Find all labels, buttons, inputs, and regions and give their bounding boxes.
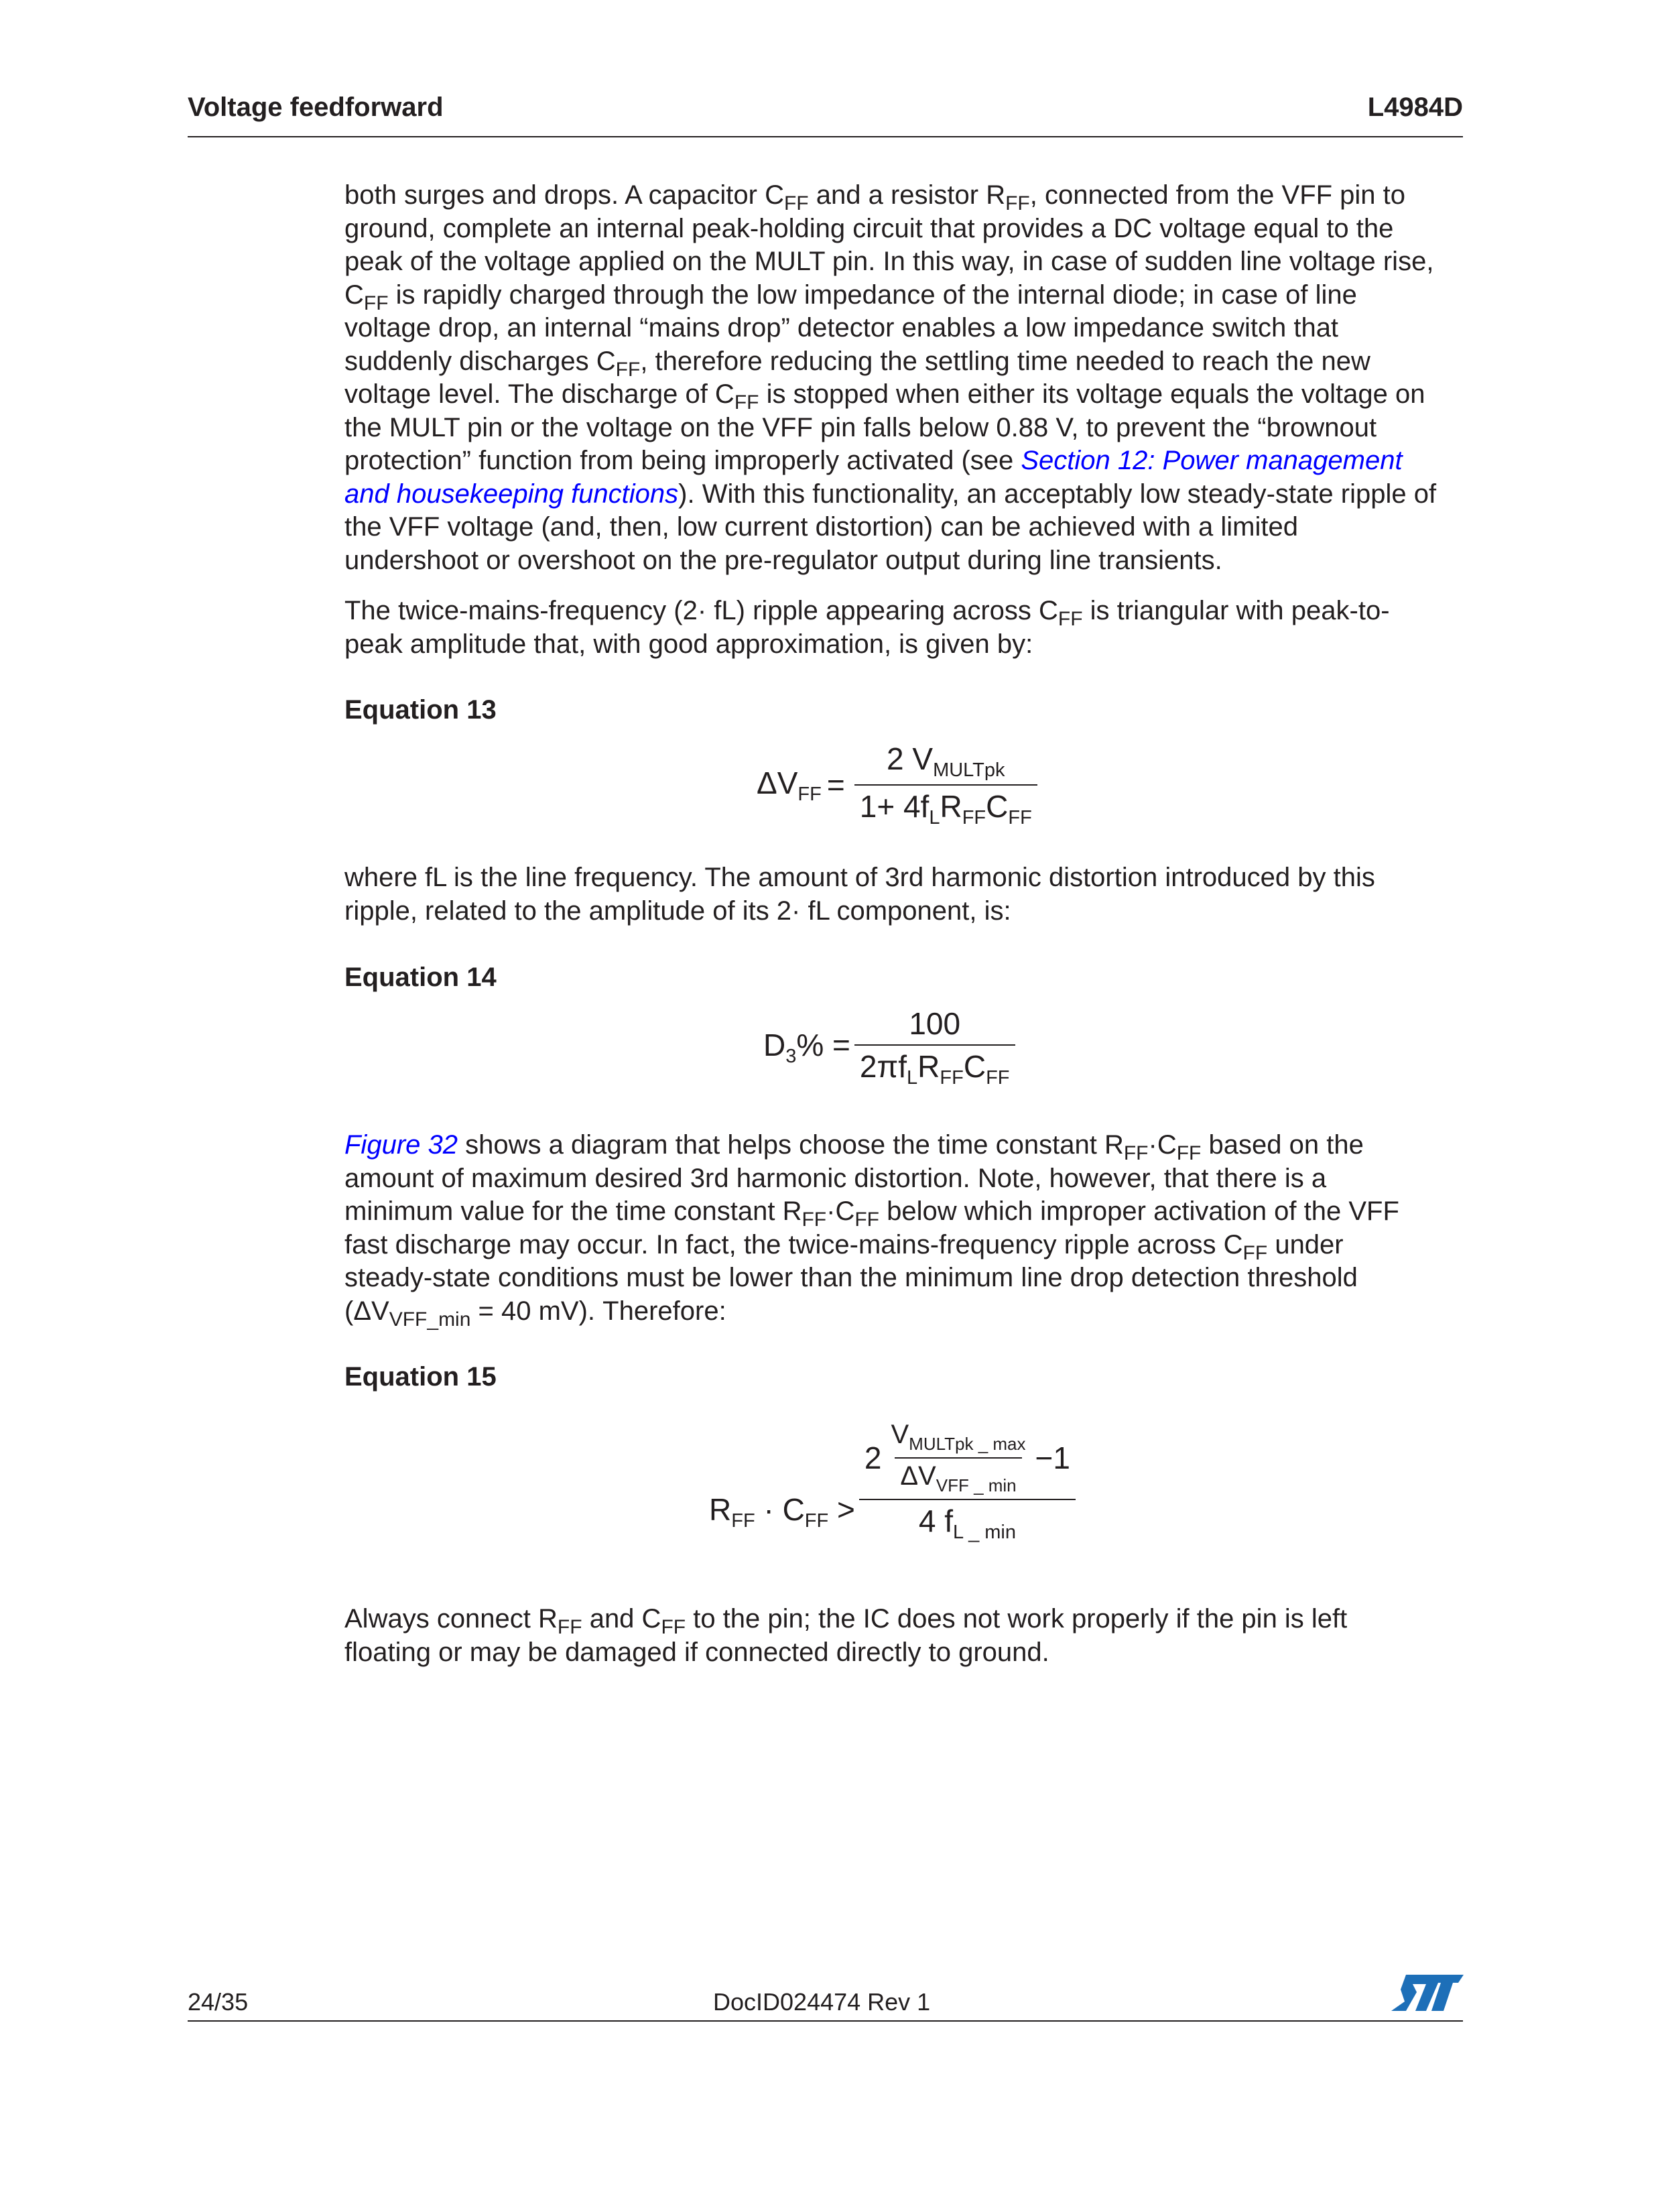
text: , connected from the VFF pin to: [1029, 180, 1406, 210]
text: ·C: [826, 1196, 855, 1226]
text: is stopped when either its voltage equals the voltage on: [759, 379, 1425, 409]
text: peak of the voltage applied on the MULT pin. In this way, in case of sudden line voltage rise,: [344, 247, 1434, 276]
subscript: FF: [1058, 608, 1083, 630]
text-line: [344, 312, 1484, 345]
text-line: [344, 412, 1484, 445]
text: is rapidly charged through the low impedance of the internal diode; in case of line: [388, 280, 1357, 310]
text: fast discharge may occur. In fact, the twice-mains-frequency ripple across C: [344, 1229, 1243, 1259]
text-line: [344, 1195, 1484, 1229]
part-number: L4984D: [1367, 93, 1463, 122]
text-line: [344, 1262, 1484, 1295]
text: peak amplitude that, with good approximation, is given by:: [344, 629, 1033, 659]
eq13-op: =: [826, 767, 845, 802]
text: ripple, related to the amplitude of its 2· fL component, is:: [344, 896, 1011, 926]
text: undershoot or overshoot on the pre-regulator output during line transients.: [344, 545, 1222, 575]
text: voltage level. The discharge of C: [344, 379, 734, 409]
subscript: FF: [1176, 1142, 1202, 1164]
text: The twice-mains-frequency (2· fL) ripple appearing across C: [344, 596, 1058, 625]
text-line: [344, 444, 1484, 478]
equation-13-heading: Equation 13: [344, 695, 497, 725]
text-line: [344, 1229, 1484, 1262]
text: the MULT pin or the voltage on the VFF pin falls below 0.88 V, to prevent the “brownout: [344, 412, 1377, 442]
subscript: FF: [1242, 1241, 1268, 1264]
text: steady-state conditions must be lower than the minimum line drop detection threshold: [344, 1263, 1358, 1292]
text-line: [344, 544, 1484, 578]
text: the VFF voltage (and, then, low current distortion) can be achieved with a limited: [344, 512, 1298, 542]
subscript: FF: [802, 1209, 827, 1231]
text-line: [344, 595, 1484, 628]
header-rule: [188, 136, 1463, 137]
text: amount of maximum desired 3rd harmonic distortion. Note, however, that there is a: [344, 1163, 1327, 1193]
text-line: [344, 861, 1484, 895]
text: where fL is the line frequency. The amount of 3rd harmonic distortion introduced by this: [344, 863, 1375, 892]
eq15-fraction: 2 $\frac{V_{MULTpk \_ max}}{\Delta V_{VFF \_ min}}$ −1 4 $f_{L \_ min}$: [859, 1420, 1076, 1544]
text-line: [344, 179, 1484, 212]
subscript: VFF_min: [389, 1308, 471, 1331]
text: and a resistor R: [808, 180, 1006, 210]
subscript: FF: [1005, 192, 1030, 214]
eq13-lhs: $\Delta V_{FF}$: [757, 765, 822, 805]
equation-14: [763, 1005, 1019, 1089]
equation-15-heading: Equation 15: [344, 1362, 497, 1392]
subscript: FF: [363, 292, 389, 314]
text-line: [344, 279, 1484, 312]
text-line: [344, 1129, 1484, 1162]
page-number: 24/35: [188, 1988, 249, 2016]
text: ground, complete an internal peak-holding circuit that provides a DC voltage equal to the: [344, 213, 1394, 243]
text-line: [344, 478, 1484, 511]
text: to the pin; the IC does not work properly if the pin is left: [686, 1604, 1348, 1634]
subscript: FF: [854, 1209, 880, 1231]
subscript: FF: [1123, 1142, 1149, 1164]
text: (ΔV: [344, 1296, 389, 1326]
text-line: [344, 1295, 1484, 1329]
subscript: FF: [661, 1616, 686, 1638]
cross-reference-link[interactable]: Section 12: Power management: [1021, 446, 1403, 475]
paragraph: [344, 595, 1484, 661]
text: shows a diagram that helps choose the time constant R: [457, 1130, 1124, 1160]
cross-reference-link[interactable]: and housekeeping functions: [344, 479, 679, 509]
st-logo: [1391, 1973, 1465, 2012]
text: C: [344, 280, 364, 310]
text: , therefore reducing the settling time needed to reach the new: [640, 346, 1370, 376]
subscript: FF: [557, 1616, 582, 1638]
paragraph: [344, 861, 1484, 928]
text: = 40 mV). Therefore:: [470, 1296, 726, 1326]
section-title: Voltage feedforward: [188, 93, 444, 122]
subscript: FF: [615, 358, 641, 381]
text-line: [344, 1162, 1484, 1196]
text: based on the: [1201, 1130, 1364, 1160]
eq14-lhs: $D_3\%$ =: [763, 1028, 850, 1067]
text: voltage drop, an internal “mains drop” detector enables a low impedance switch that: [344, 313, 1339, 343]
subscript: FF: [783, 192, 809, 214]
eq13-fraction: $\frac{2 V_{MULTpk}}{1+ 4f_LR_{FF}C_{FF}}$: [854, 741, 1037, 829]
equation-14-heading: Equation 14: [344, 963, 497, 992]
footer-rule: [188, 2020, 1463, 2022]
text-line: [344, 628, 1484, 662]
text-line: [344, 1603, 1484, 1636]
text: is triangular with peak-to-: [1082, 596, 1390, 625]
cross-reference-link[interactable]: Figure 32: [344, 1130, 458, 1160]
text-line: [344, 378, 1484, 412]
text: floating or may be damaged if connected directly to ground.: [344, 1637, 1049, 1667]
eq14-fraction: $\frac{100}{2\pi f_LR_{FF}C_{FF}}$: [854, 1005, 1015, 1089]
text: below which improper activation of the VFF: [879, 1196, 1399, 1226]
text: both surges and drops. A capacitor C: [344, 180, 784, 210]
text: Always connect R: [344, 1604, 558, 1634]
text: suddenly discharges C: [344, 346, 616, 376]
text-line: [344, 1636, 1484, 1670]
text: minimum value for the time constant R: [344, 1196, 802, 1226]
text: ). With this functionality, an acceptably low steady-state ripple of: [678, 479, 1437, 509]
text-line: [344, 212, 1484, 246]
text-line: [344, 345, 1484, 379]
text-line: [344, 511, 1484, 544]
paragraph: [344, 179, 1484, 577]
subscript: FF: [734, 391, 759, 414]
text-line: [344, 895, 1484, 928]
eq15-lhs: $R_{FF} \cdot C_{FF}$ >: [709, 1492, 855, 1532]
text: under: [1267, 1229, 1344, 1259]
document-id: DocID024474 Rev 1: [713, 1988, 931, 2016]
text-line: [344, 245, 1484, 279]
text: and C: [582, 1604, 661, 1634]
paragraph: [344, 1129, 1484, 1331]
paragraph: [344, 1603, 1484, 1669]
text: ·C: [1148, 1130, 1177, 1160]
text: protection” function from being improperly activated (see: [344, 446, 1021, 475]
equation-13: [757, 741, 1041, 829]
equation-15: [709, 1420, 1080, 1544]
